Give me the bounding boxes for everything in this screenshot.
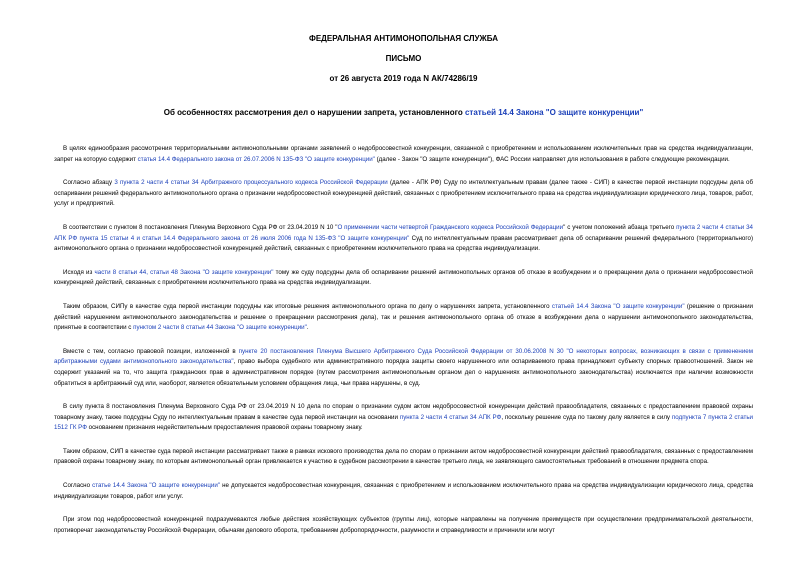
paragraph-7 xyxy=(54,402,753,434)
paragraph-text: Суд по интеллектуальным правам рассматривает дела об оспаривании решений федерального (территориального) антимонопольного органа о признании недобросовестной конкуренцией действий, связанных с приобретением исключительного права на средства индивидуализации. xyxy=(54,234,753,253)
paragraph-text: , поскольку решение суда по такому делу является в силу xyxy=(501,413,672,421)
paragraph-text: (решение о признании действий нарушением антимонопольного законодательства и решение о прекращении рассмотрения дела), так и решения антимонопольного органа об отказе в возбуждении дела о нарушении антимонопольного законодательства, принятые в соответствии с xyxy=(54,302,753,332)
agency-title: ФЕДЕРАЛЬНАЯ АНТИМОНОПОЛЬНАЯ СЛУЖБА xyxy=(309,34,498,43)
law-link[interactable]: статьей 14.4 Закона "О защите конкуренции" xyxy=(551,302,685,310)
paragraph-text: Исходя из xyxy=(63,268,95,276)
subject-law-link[interactable]: статьей 14.4 Закона "О защите конкуренции" xyxy=(464,108,644,117)
paragraph-text: Согласно абзацу xyxy=(63,179,115,187)
paragraph-text: В целях единообразия рассмотрения территориальными антимонопольными органами заявлений о недобросовестной конкуренции, связанной с приобретением и использованием исключительных прав на средства индивидуализации, запрет на которую содержит xyxy=(54,145,753,163)
paragraph-10 xyxy=(54,515,753,536)
paragraph-text: При этом под недобросовестной конкуренцией подразумеваются любые действия хозяйствующих субъектов (группы лиц), которые направлены на получение преимуществ при осуществлении предпринимательской деятельности, противоречат законодательству Российской Федерации, обычаям делового оборота, требованиям добропорядочности, разумности и справедливости и причинили или могут xyxy=(54,516,753,534)
paragraph-text: Вместе с тем, согласно правовой позиции, изложенной в xyxy=(63,347,239,355)
paragraph-text: В силу пункта 8 постановления Пленума Верховного Суда РФ от 23.04.2019 N 10 дела по спорам о признании судом актом недобросовестной конкуренции действий правообладателя, связанных с предоставлением правовой охраны товарному знаку, также подсудны Суду по интеллектуальным правам в качестве суда первой инстанции на основании xyxy=(54,403,753,421)
paragraph-9 xyxy=(54,481,753,502)
law-link[interactable]: подпункта 7 пункта 2 статьи 1512 ГК РФ xyxy=(54,413,754,432)
subject-text: Об особенностях рассмотрения дел о нарушении запрета, установленного xyxy=(163,108,465,117)
law-link[interactable]: статье 14.4 Закона "О защите конкуренции" xyxy=(92,482,220,490)
paragraph-text: . xyxy=(306,324,309,332)
paragraph-4 xyxy=(54,268,753,289)
paragraph-text: В соответствии с пунктом 8 постановления Пленума Верховного Суда РФ от 23.04.2019 N 10 " xyxy=(63,223,338,231)
law-link[interactable]: 3 пункта 2 части 4 статьи 34 Арбитражного процессуального кодекса Российской Федерации xyxy=(114,179,388,187)
paragraph-5 xyxy=(54,302,753,334)
paragraph-text: (далее - АПК РФ) Суду по интеллектуальным правам (далее также - СИП) в качестве первой инстанции подсудны дела об оспаривании решений федерального антимонопольного органа о признании недобросовестной конкуренцией действий, связанных с приобретением исключительного права на средства индивидуализации юридического лица, товаров, работ, услуг и предприятий. xyxy=(54,179,753,208)
paragraph-text: тому же суду подсудны дела об оспаривании решений антимонопольных органов об отказе в возбуждении и о прекращении дела о признании недобросовестной конкуренцией действий, связанных с приобретением исключительного права на средства индивидуализации. xyxy=(54,268,753,287)
paragraph-2 xyxy=(54,178,753,210)
document-date-number: от 26 августа 2019 года N АК/74286/19 xyxy=(329,74,478,83)
document-subject xyxy=(54,108,753,118)
paragraph-text: Таким образом, СИПу в качестве суда первой инстанции подсудны как итоговые решения антимонопольного органа по делу о нарушениях запрета, установленного xyxy=(63,302,552,310)
law-link[interactable]: О применении части четвертой Гражданского кодекса Российской Федерации xyxy=(337,223,564,231)
law-link[interactable]: пункте 20 постановления Пленума Высшего Арбитражного Суда Российской Федерации от 30.06.2008 N 30 "О некоторых вопросах, возникающих в связи с применением арбитражными судами антимонопольного законодательства" xyxy=(54,347,753,366)
paragraph-text: (далее - Закон "О защите конкуренции"), ФАС России направляет для использования в работе следующие рекомендации. xyxy=(374,155,730,163)
paragraph-6 xyxy=(54,347,753,389)
paragraph-3 xyxy=(54,223,753,255)
law-link[interactable]: пункта 2 части 4 статьи 34 АПК РФ xyxy=(399,413,502,421)
paragraph-text: Таким образом, СИП в качестве суда первой инстанции рассматривает также в рамках искового производства дела по спорам о признании актом недобросовестной конкуренции действий правообладателя, связанных с предоставлением правовой охраны товарному знаку, по которым антимонопольный орган привлекается к участию в судебном рассмотрении в качестве третьего лица, не заявляющего самостоятельных требований в отношении предмета спора. xyxy=(54,447,753,466)
law-link[interactable]: статья 14.4 Федерального закона от 26.07.2006 N 135-ФЗ "О защите конкуренции" xyxy=(137,155,375,163)
paragraph-8 xyxy=(54,447,753,468)
paragraph-text: , право выбора судебного или административного порядка защиты своего нарушенного или оспариваемого права принадлежит субъекту спорных правоотношений. Закон не содержит указаний на то, что защита гражданских прав в административном порядке (путем рассмотрения антимонопольным органом дел о нарушениях антимонопольного законодательства) исключается при наличии возможности обратиться в арбитражный суд или, наоборот, является обязательным условием обращения лица, чьи права нарушены, в суд. xyxy=(54,358,753,387)
paragraph-text: " с учетом положений абзаца третьего xyxy=(563,223,677,231)
law-link[interactable]: пунктом 2 части 8 статьи 44 Закона "О защите конкуренции" xyxy=(133,324,307,332)
paragraph-1 xyxy=(54,144,753,165)
paragraph-text: Согласно xyxy=(63,482,93,490)
paragraph-text: основанием признания недействительным предоставления правовой охраны товарному знаку. xyxy=(86,424,363,432)
document-type: ПИСЬМО xyxy=(385,54,422,63)
law-link[interactable]: части 8 статьи 44, статьи 48 Закона "О защите конкуренции" xyxy=(94,268,274,276)
paragraph-text: не допускается недобросовестная конкуренция, связанная с приобретением и использованием исключительного права на средства индивидуализации юридического лица, средства индивидуализации товаров, работ или услуг. xyxy=(54,482,754,500)
law-link[interactable]: пункта 2 части 4 статьи 34 АПК РФ пункта 15 статьи 4 и статьи 14.4 Федерального закона от 26 июля 2006 года N 135-ФЗ "О защите конкуренции" xyxy=(54,223,754,242)
